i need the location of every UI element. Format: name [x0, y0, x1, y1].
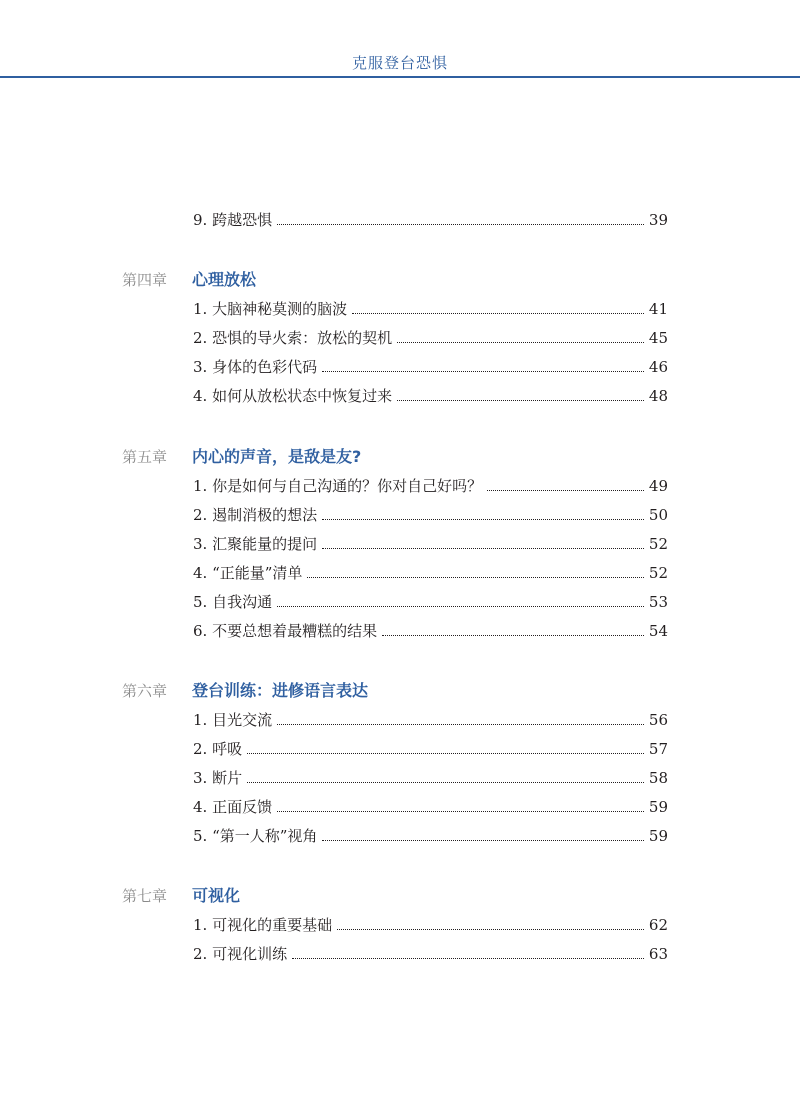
- toc-entry-label: 5. “第一人称”视角: [193, 827, 318, 845]
- chapter-title: 可视化: [192, 886, 241, 905]
- toc-entry-page: 57: [648, 740, 668, 758]
- dot-leader: [247, 782, 644, 783]
- toc-entry-label: 3. 汇聚能量的提问: [193, 535, 318, 553]
- toc-entry-page: 53: [648, 593, 668, 611]
- dot-leader: [247, 753, 644, 754]
- dot-leader: [397, 342, 644, 343]
- toc-entry-page: 63: [648, 945, 668, 963]
- toc-entry[interactable]: [193, 735, 668, 759]
- toc-entry[interactable]: [193, 617, 668, 641]
- toc-entry-page: 48: [648, 387, 668, 405]
- dot-leader: [277, 606, 644, 607]
- chapter-heading[interactable]: [122, 882, 240, 906]
- toc-entry[interactable]: [193, 911, 668, 935]
- toc-entry-label: 9. 跨越恐惧: [193, 211, 273, 229]
- toc-entry-label: 2. 恐惧的导火索：放松的契机: [193, 329, 393, 347]
- toc-entry-page: 49: [648, 477, 668, 495]
- toc-entry-label: 1. 你是如何与自己沟通的？你对自己好吗？: [193, 477, 483, 495]
- dot-leader: [307, 577, 643, 578]
- toc-entry-page: 46: [648, 358, 668, 376]
- toc-entry-page: 39: [648, 211, 668, 229]
- toc-entry-label: 3. 断片: [193, 769, 243, 787]
- dot-leader: [322, 548, 644, 549]
- toc-entry[interactable]: [193, 559, 668, 583]
- dot-leader: [397, 400, 644, 401]
- dot-leader: [322, 840, 643, 841]
- toc-entry[interactable]: [193, 793, 668, 817]
- toc-entry-label: 4. 正面反馈: [193, 798, 273, 816]
- chapter-heading[interactable]: [122, 677, 368, 701]
- toc-entry-label: 4. “正能量”清单: [193, 564, 303, 582]
- toc-entry-label: 5. 自我沟通: [193, 593, 273, 611]
- toc-entry[interactable]: [193, 530, 668, 554]
- toc-entry-label: 3. 身体的色彩代码: [193, 358, 318, 376]
- dot-leader: [352, 313, 644, 314]
- toc-entry[interactable]: [193, 706, 668, 730]
- toc-entry-page: 59: [648, 798, 668, 816]
- dot-leader: [382, 635, 644, 636]
- toc-entry-page: 58: [648, 769, 668, 787]
- toc-entry[interactable]: [193, 822, 668, 846]
- toc-entry[interactable]: [193, 764, 668, 788]
- chapter-title: 心理放松: [192, 270, 257, 289]
- chapter-title: 内心的声音，是敌是友?: [192, 447, 362, 466]
- dot-leader: [322, 519, 644, 520]
- toc-entry[interactable]: [193, 382, 668, 406]
- toc-entry-label: 1. 大脑神秘莫测的脑波: [193, 300, 348, 318]
- toc-entry-page: 54: [648, 622, 668, 640]
- toc-entry-page: 41: [648, 300, 668, 318]
- toc-entry[interactable]: [193, 501, 668, 525]
- dot-leader: [487, 490, 644, 491]
- toc-entry[interactable]: [193, 206, 668, 230]
- toc-entry-label: 1. 可视化的重要基础: [193, 916, 333, 934]
- toc-entry-label: 2. 呼吸: [193, 740, 243, 758]
- dot-leader: [277, 811, 644, 812]
- toc-entry-page: 50: [648, 506, 668, 524]
- toc-entry-label: 2. 遏制消极的想法: [193, 506, 318, 524]
- toc-entry[interactable]: [193, 353, 668, 377]
- dot-leader: [277, 724, 644, 725]
- dot-leader: [292, 958, 644, 959]
- toc-entry[interactable]: [193, 588, 668, 612]
- header-rule: [0, 76, 800, 78]
- dot-leader: [337, 929, 644, 930]
- toc-entry-page: 56: [648, 711, 668, 729]
- toc-entry[interactable]: [193, 295, 668, 319]
- chapter-number: 第五章: [122, 448, 168, 466]
- chapter-number: 第六章: [122, 682, 168, 700]
- dot-leader: [277, 224, 644, 225]
- toc-entry-page: 62: [648, 916, 668, 934]
- chapter-title: 登台训练：进修语言表达: [192, 681, 369, 700]
- toc-entry-label: 4. 如何从放松状态中恢复过来: [193, 387, 393, 405]
- chapter-number: 第四章: [122, 271, 168, 289]
- chapter-heading[interactable]: [122, 266, 256, 290]
- toc-entry-label: 2. 可视化训练: [193, 945, 288, 963]
- dot-leader: [322, 371, 644, 372]
- toc-entry[interactable]: [193, 940, 668, 964]
- toc-entry[interactable]: [193, 472, 668, 496]
- toc-entry[interactable]: [193, 324, 668, 348]
- toc-entry-label: 1. 目光交流: [193, 711, 273, 729]
- toc-entry-page: 59: [648, 827, 668, 845]
- toc-entry-page: 52: [648, 535, 668, 553]
- chapter-heading[interactable]: [122, 443, 361, 467]
- toc-entry-page: 52: [648, 564, 668, 582]
- toc-entry-label: 6. 不要总想着最糟糕的结果: [193, 622, 378, 640]
- chapter-number: 第七章: [122, 887, 168, 905]
- toc-entry-page: 45: [648, 329, 668, 347]
- running-header-title: 克服登台恐惧: [351, 54, 448, 72]
